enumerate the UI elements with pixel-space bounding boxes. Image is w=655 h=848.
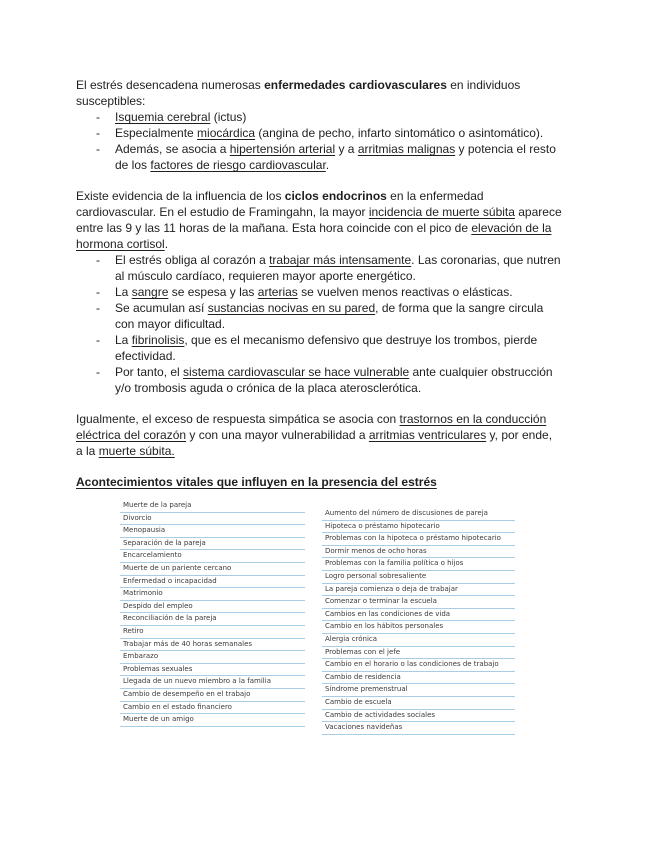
text: se vuelven menos reactivas o elásticas. <box>297 285 513 299</box>
life-events-left-column <box>120 500 305 727</box>
underlined-term: elevación de la hormona cortisol <box>76 221 552 251</box>
paragraph-endocrine <box>76 188 562 252</box>
text: Igualmente, el exceso de respuesta simpática se asocia con <box>76 412 400 426</box>
table-row: Encarcelamiento <box>120 550 305 563</box>
underlined-term: Isquemia cerebral <box>115 110 211 124</box>
text: . <box>325 158 330 172</box>
text: Se acumulan así <box>115 301 208 315</box>
text: aparece entre las 9 y las 11 horas de la mañana. Esta hora coincide con el pico de <box>76 205 562 235</box>
text: Además, se asocia a <box>115 142 230 156</box>
table-row: Cambios en las condiciones de vida <box>322 609 515 622</box>
bold-term: enfermedades cardiovasculares <box>264 78 447 92</box>
underlined-term: factores de riesgo cardiovascular <box>150 158 326 172</box>
text: , que es el mecanismo defensivo que destruye los trombos, pierde efectividad. <box>115 333 538 363</box>
table-row: Despido del empleo <box>120 601 305 614</box>
table-row: Divorcio <box>120 513 305 526</box>
underlined-term: sangre <box>131 285 169 299</box>
text: y potencia el resto de los <box>115 142 556 172</box>
list-cardiovascular-diseases <box>76 109 562 173</box>
text: y a <box>335 142 358 156</box>
underlined-term: miocárdica <box>197 126 256 140</box>
table-row: Trabajar más de 40 horas semanales <box>120 639 305 652</box>
underlined-term: arterias <box>257 285 298 299</box>
table-row: Cambio de desempeño en el trabajo <box>120 689 305 702</box>
table-row: Comenzar o terminar la escuela <box>322 596 515 609</box>
list-item <box>76 364 562 396</box>
life-events-table-image <box>120 500 520 732</box>
underlined-term: arritmias malignas <box>357 142 456 156</box>
table-row: Embarazo <box>120 651 305 664</box>
text: El estrés obliga al corazón a <box>115 253 270 267</box>
table-row: Logro personal sobresaliente <box>322 571 515 584</box>
table-row: Hipoteca o préstamo hipotecario <box>322 521 515 534</box>
section-heading: Acontecimientos vitales que influyen en la presencia del estrés <box>76 475 437 489</box>
paragraph-sympathetic <box>76 411 562 459</box>
underlined-term: hipertensión arterial <box>229 142 336 156</box>
text: . <box>164 237 169 251</box>
table-row: Síndrome premenstrual <box>322 684 515 697</box>
text: (angina de pecho, infarto sintomático o asintomático). <box>255 126 544 140</box>
table-row: Muerte de un amigo <box>120 714 305 727</box>
bold-term: ciclos endocrinos <box>284 189 387 203</box>
table-row: Cambio de escuela <box>322 697 515 710</box>
text: Especialmente <box>115 126 198 140</box>
paragraph-intro <box>76 77 562 109</box>
text: . Las coronarias, que nutren al músculo cardíaco, requieren mayor aporte energético. <box>115 253 561 283</box>
underlined-term: arritmias ventriculares <box>368 428 487 442</box>
text: Por tanto, el <box>115 365 184 379</box>
underlined-term: fibrinolisis <box>131 333 185 347</box>
text: El estrés desencadena numerosas <box>76 78 265 92</box>
underlined-term: incidencia de muerte súbita <box>368 205 515 219</box>
text: y, por ende, a la <box>76 428 553 458</box>
list-item <box>76 125 562 141</box>
text: La <box>115 333 132 347</box>
table-row: Cambio de actividades sociales <box>322 710 515 723</box>
table-row: Enfermedad o incapacidad <box>120 576 305 589</box>
underlined-term: trabajar más intensamente <box>269 253 412 267</box>
list-item <box>76 332 562 364</box>
table-row: Cambio en los hábitos personales <box>322 621 515 634</box>
underlined-term: sistema cardiovascular se hace vulnerable <box>183 365 410 379</box>
underlined-term: sustancias nocivas en su pared <box>207 301 376 315</box>
table-row: Retiro <box>120 626 305 639</box>
table-row: La pareja comienza o deja de trabajar <box>322 584 515 597</box>
table-row: Cambio en el estado financiero <box>120 702 305 715</box>
life-events-right-column <box>322 508 515 735</box>
text: , de forma que la sangre circula con mayor dificultad. <box>115 301 544 331</box>
table-row: Reconciliación de la pareja <box>120 613 305 626</box>
text: Existe evidencia de la influencia de los <box>76 189 285 203</box>
text: y con una mayor vulnerabilidad a <box>186 428 369 442</box>
list-item <box>76 109 562 125</box>
list-item <box>76 252 562 284</box>
text: se espesa y las <box>168 285 258 299</box>
table-row: Problemas con la hipoteca o préstamo hipotecario <box>322 533 515 546</box>
table-row: Aumento del número de discusiones de pareja <box>322 508 515 521</box>
table-row: Alergia crónica <box>322 634 515 647</box>
text: en individuos susceptibles: <box>76 78 521 108</box>
text: (ictus) <box>210 110 247 124</box>
underlined-term: trastornos en la conducción eléctrica del corazón <box>76 412 547 442</box>
table-row: Problemas con la familia política o hijos <box>322 558 515 571</box>
table-row: Vacaciones navideñas <box>322 722 515 735</box>
table-row: Menopausia <box>120 525 305 538</box>
text: La <box>115 285 132 299</box>
table-row: Problemas con el jefe <box>322 647 515 660</box>
table-row: Cambio en el horario o las condiciones de trabajo <box>322 659 515 672</box>
list-item <box>76 141 562 173</box>
table-row: Matrimonio <box>120 588 305 601</box>
list-item <box>76 284 562 300</box>
document-page <box>76 77 562 490</box>
list-item <box>76 300 562 332</box>
underlined-term: muerte súbita. <box>98 444 175 458</box>
text: ante cualquier obstrucción y/o trombosis aguda o crónica de la placa aterosclerótica. <box>115 365 553 395</box>
table-row: Dormir menos de ocho horas <box>322 546 515 559</box>
table-row: Muerte de la pareja <box>120 500 305 513</box>
table-row: Problemas sexuales <box>120 664 305 677</box>
table-row: Muerte de un pariente cercano <box>120 563 305 576</box>
text: en la enfermedad cardiovascular. En el estudio de Framingahn, la mayor <box>76 189 484 219</box>
list-stress-effects <box>76 252 562 396</box>
table-row: Separación de la pareja <box>120 538 305 551</box>
table-row: Llegada de un nuevo miembro a la familia <box>120 676 305 689</box>
table-row: Cambio de residencia <box>322 672 515 685</box>
